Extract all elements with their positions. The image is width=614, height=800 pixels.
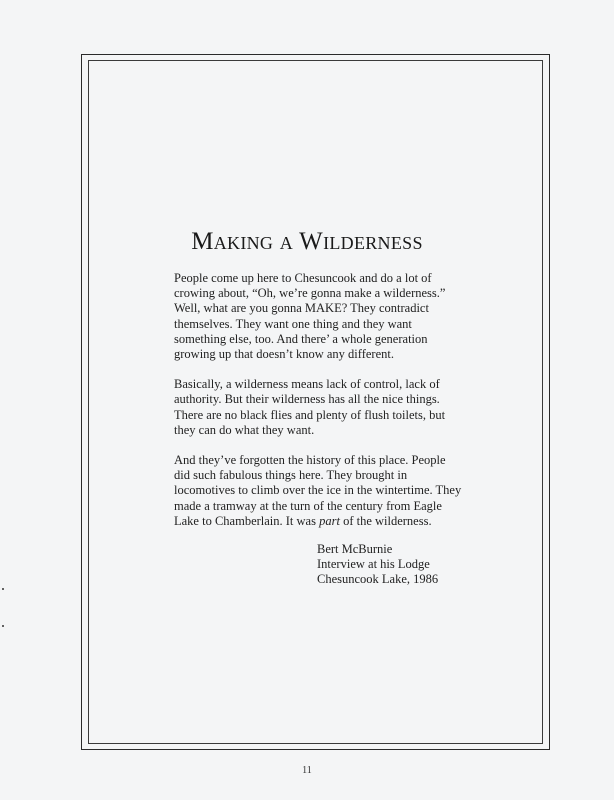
- paragraph-1: [174, 271, 464, 362]
- paragraph-3-text: And they’ve forgotten the history of this place. People did such fabulous things here. They brought in locomotives to climb over the ice in the wintertime. They made a tramway at the turn of the century from Eagle Lake to Chamberlain. It was: [174, 453, 462, 528]
- paragraph-3-emphasis: part: [319, 513, 340, 528]
- attribution: [317, 542, 438, 588]
- quote-body: [174, 271, 464, 544]
- page-title: Making a Wilderness: [191, 228, 423, 255]
- paragraph-3: [174, 453, 464, 529]
- page-number: 11: [302, 765, 312, 776]
- margin-mark: [2, 625, 4, 627]
- attribution-place-date: Chesuncook Lake, 1986: [317, 572, 439, 587]
- paragraph-3-text-end: of the wilderness.: [339, 513, 432, 528]
- margin-mark: [2, 588, 4, 590]
- paragraph-2-text: Basically, a wilderness means lack of control, lack of authority. But their wilderness has all the nice things. There are no black flies and plenty of flush toilets, but they can do what they want.: [174, 377, 446, 437]
- paragraph-2: [174, 377, 464, 438]
- attribution-source: Interview at his Lodge: [317, 557, 430, 572]
- paragraph-1-text: People come up here to Chesuncook and do a lot of crowing about, “Oh, we’re gonna make a wilderness.” Well, what are you gonna MAKE? They contradict themselves. They want one thing and they want something else, too. And there’ a whole generation growing up that doesn’t know any different.: [174, 271, 446, 362]
- attribution-name: Bert McBurnie: [317, 542, 393, 556]
